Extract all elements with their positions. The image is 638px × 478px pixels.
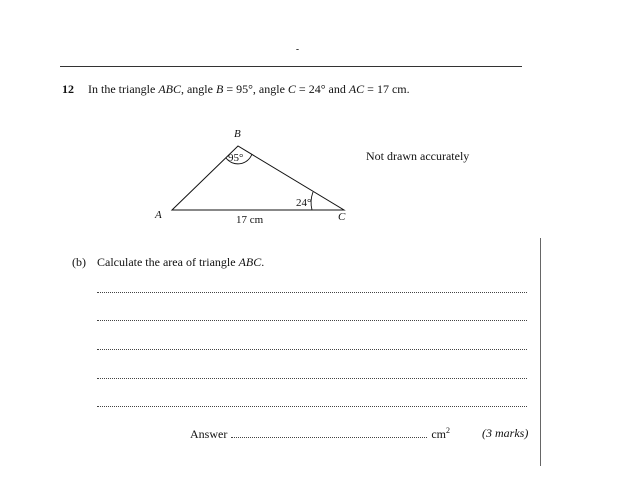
vertex-b-label: B (234, 128, 241, 140)
margin-rule (540, 238, 541, 466)
working-line-4[interactable] (97, 378, 527, 379)
angle-c-label: 24° (296, 197, 312, 209)
vertex-c-label: C (338, 211, 346, 223)
answer-label: Answer (190, 427, 228, 441)
answer-field[interactable] (231, 437, 427, 438)
answer-unit: $cm^2$ (431, 426, 450, 441)
working-line-5[interactable] (97, 406, 527, 407)
header-rule (60, 66, 522, 67)
triangle-abc (172, 146, 344, 210)
part-b-label: (b) (72, 255, 86, 269)
question-number: 12 (62, 82, 74, 96)
question-text: In the triangle ABC, angle B = 95°, angle C = 24° and AC = 17 cm. (88, 82, 410, 96)
answer-row (190, 426, 450, 442)
side-ac-label: 17 cm (236, 214, 264, 226)
working-line-3[interactable] (97, 349, 527, 350)
working-line-2[interactable] (97, 320, 527, 321)
triangle-diagram (150, 120, 360, 230)
vertex-a-label: A (155, 209, 162, 221)
part-b-question: Calculate the area of triangle ABC. (97, 255, 265, 269)
marks-label: (3 marks) (482, 426, 529, 440)
page-number: - (296, 44, 300, 54)
angle-b-label: 95° (228, 152, 244, 164)
working-line-1[interactable] (97, 292, 527, 293)
not-drawn-note: Not drawn accurately (366, 149, 470, 163)
